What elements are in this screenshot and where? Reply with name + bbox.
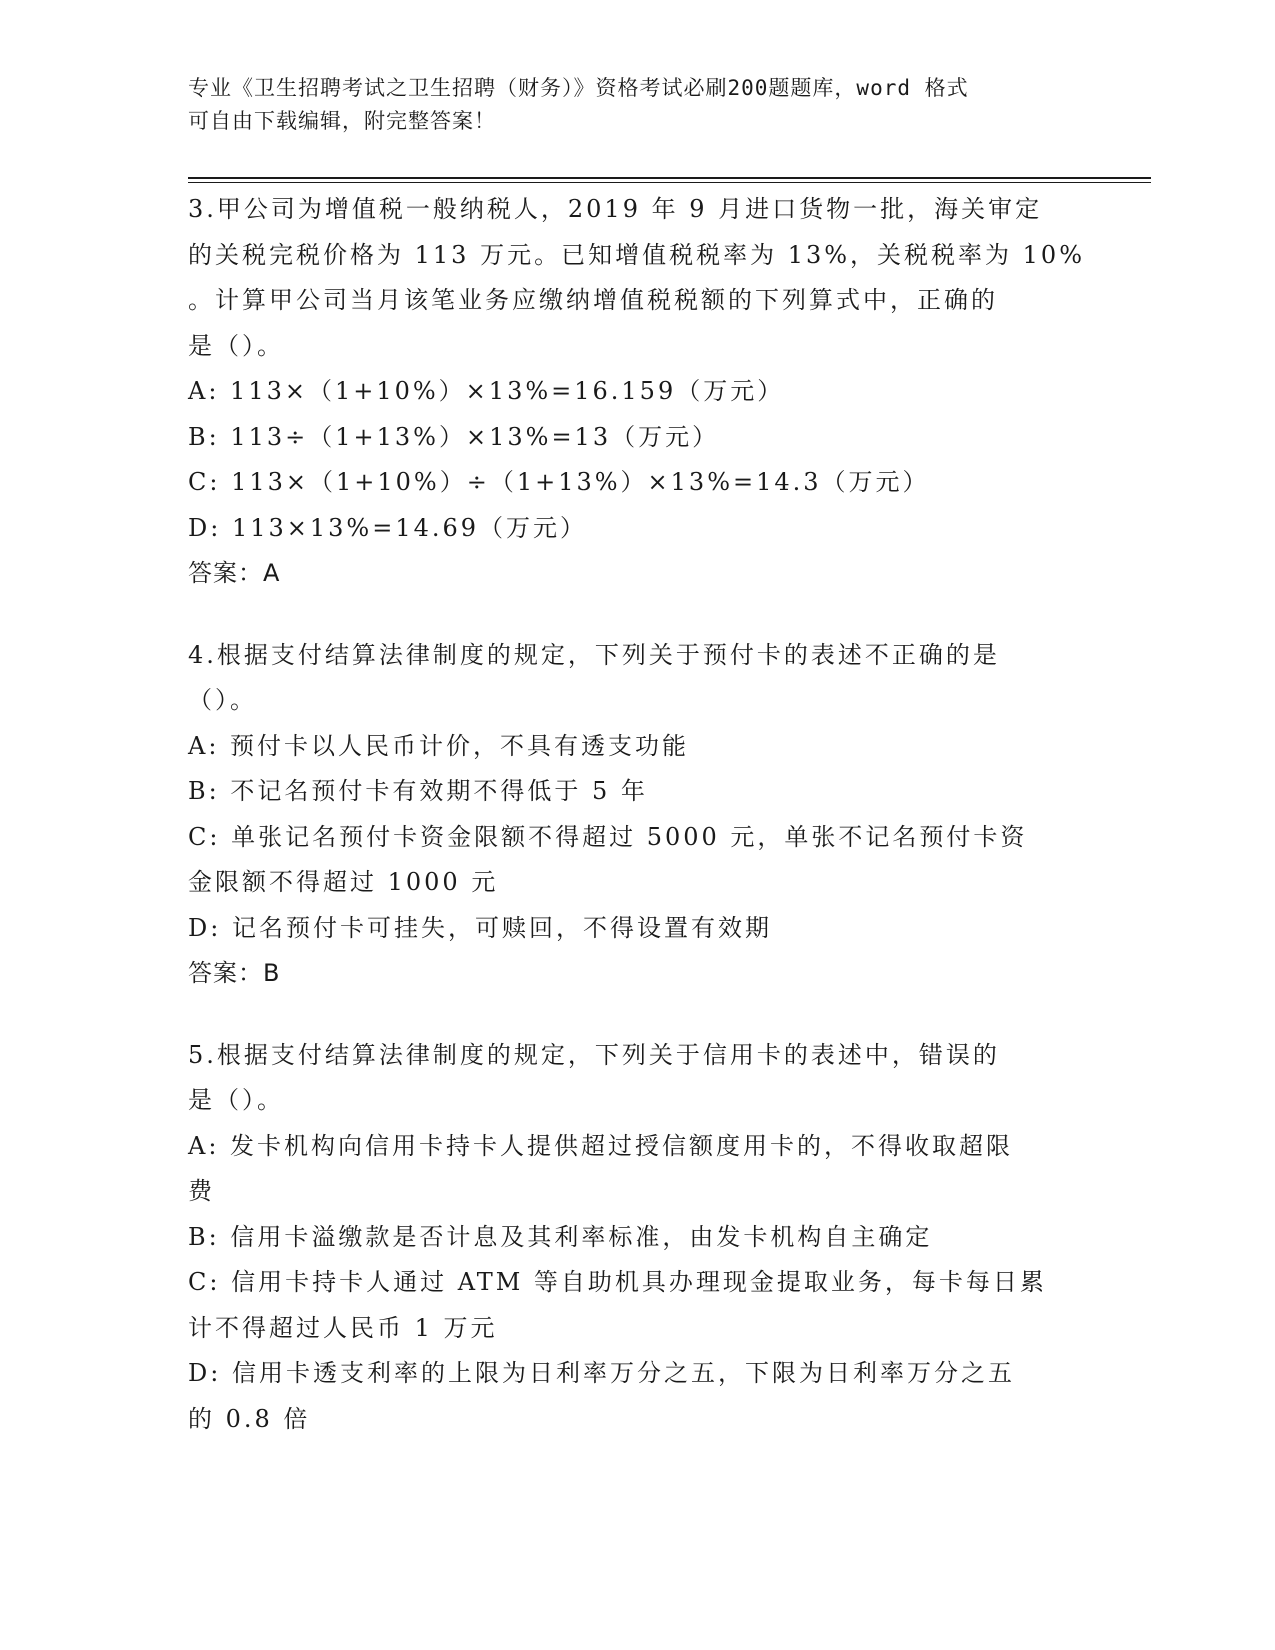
question-3-stem-line-2: 的关税完税价格为 113 万元。已知增值税税率为 13%，关税税率为 10%: [188, 240, 1086, 269]
question-4-stem-line-1: 4.根据支付结算法律制度的规定，下列关于预付卡的表述不正确的是: [188, 640, 1000, 669]
question-5-stem-line-1: 5.根据支付结算法律制度的规定，下列关于信用卡的表述中，错误的: [188, 1040, 1000, 1069]
question-3-option-a: A: 113×（1+10%）×13%=16.159（万元）: [188, 377, 785, 405]
question-3-option-c: C: 113×（1+10%）÷（1+13%）×13%=14.3（万元）: [188, 468, 930, 496]
question-4-option-c-line-1: C: 单张记名预付卡资金限额不得超过 5000 元，单张不记名预付卡资: [188, 822, 1028, 851]
question-4-stem-line-2: （）。: [188, 686, 257, 714]
question-3-option-b: B: 113÷（1+13%）×13%=13（万元）: [188, 422, 720, 451]
header-divider-thin: [188, 182, 1151, 183]
question-4-option-b: B: 不记名预付卡有效期不得低于 5 年: [188, 777, 648, 805]
document-header: [188, 72, 1088, 138]
question-5-option-d-line-2: 的 0.8 倍: [188, 1404, 311, 1433]
question-4: [188, 633, 1088, 997]
question-3: [188, 187, 1088, 597]
header-line-2: 可自由下载编辑，附完整答案！: [188, 109, 496, 133]
question-5-option-a-line-1: A: 发卡机构向信用卡持卡人提供超过授信额度用卡的，不得收取超限: [188, 1131, 1014, 1160]
question-list: [188, 187, 1088, 1478]
question-3-answer: 答案：A: [188, 559, 281, 587]
question-5-stem-line-2: 是（）。: [188, 1086, 284, 1114]
question-3-stem-line-3: 。计算甲公司当月该笔业务应缴纳增值税税额的下列算式中，正确的: [188, 286, 998, 314]
question-3-stem-line-1: 3.甲公司为增值税一般纳税人，2019 年 9 月进口货物一批，海关审定: [188, 195, 1043, 223]
question-5-option-c-line-2: 计不得超过人民币 1 万元: [188, 1313, 498, 1342]
question-5-option-b: B: 信用卡溢缴款是否计息及其利率标准，由发卡机构自主确定: [188, 1222, 933, 1251]
header-divider-thick: [188, 177, 1151, 179]
question-3-option-d: D: 113×13%=14.69（万元）: [188, 513, 588, 542]
question-5-option-d-line-1: D: 信用卡透支利率的上限为日利率万分之五，下限为日利率万分之五: [188, 1359, 1015, 1387]
question-4-option-c-line-2: 金限额不得超过 1000 元: [188, 868, 499, 896]
question-3-stem-line-4: 是（）。: [188, 331, 284, 360]
question-5-option-a-line-2: 费: [188, 1177, 215, 1205]
header-line-1: 专业《卫生招聘考试之卫生招聘（财务）》资格考试必刷200题题库，word 格式: [188, 76, 969, 100]
question-5: [188, 1033, 1088, 1443]
question-4-option-a: A: 预付卡以人民币计价，不具有透支功能: [188, 731, 690, 760]
question-5-option-c-line-1: C: 信用卡持卡人通过 ATM 等自助机具办理现金提取业务，每卡每日累: [188, 1268, 1047, 1296]
question-4-option-d: D: 记名预付卡可挂失，可赎回，不得设置有效期: [188, 913, 772, 942]
question-4-answer: 答案：B: [188, 959, 281, 987]
